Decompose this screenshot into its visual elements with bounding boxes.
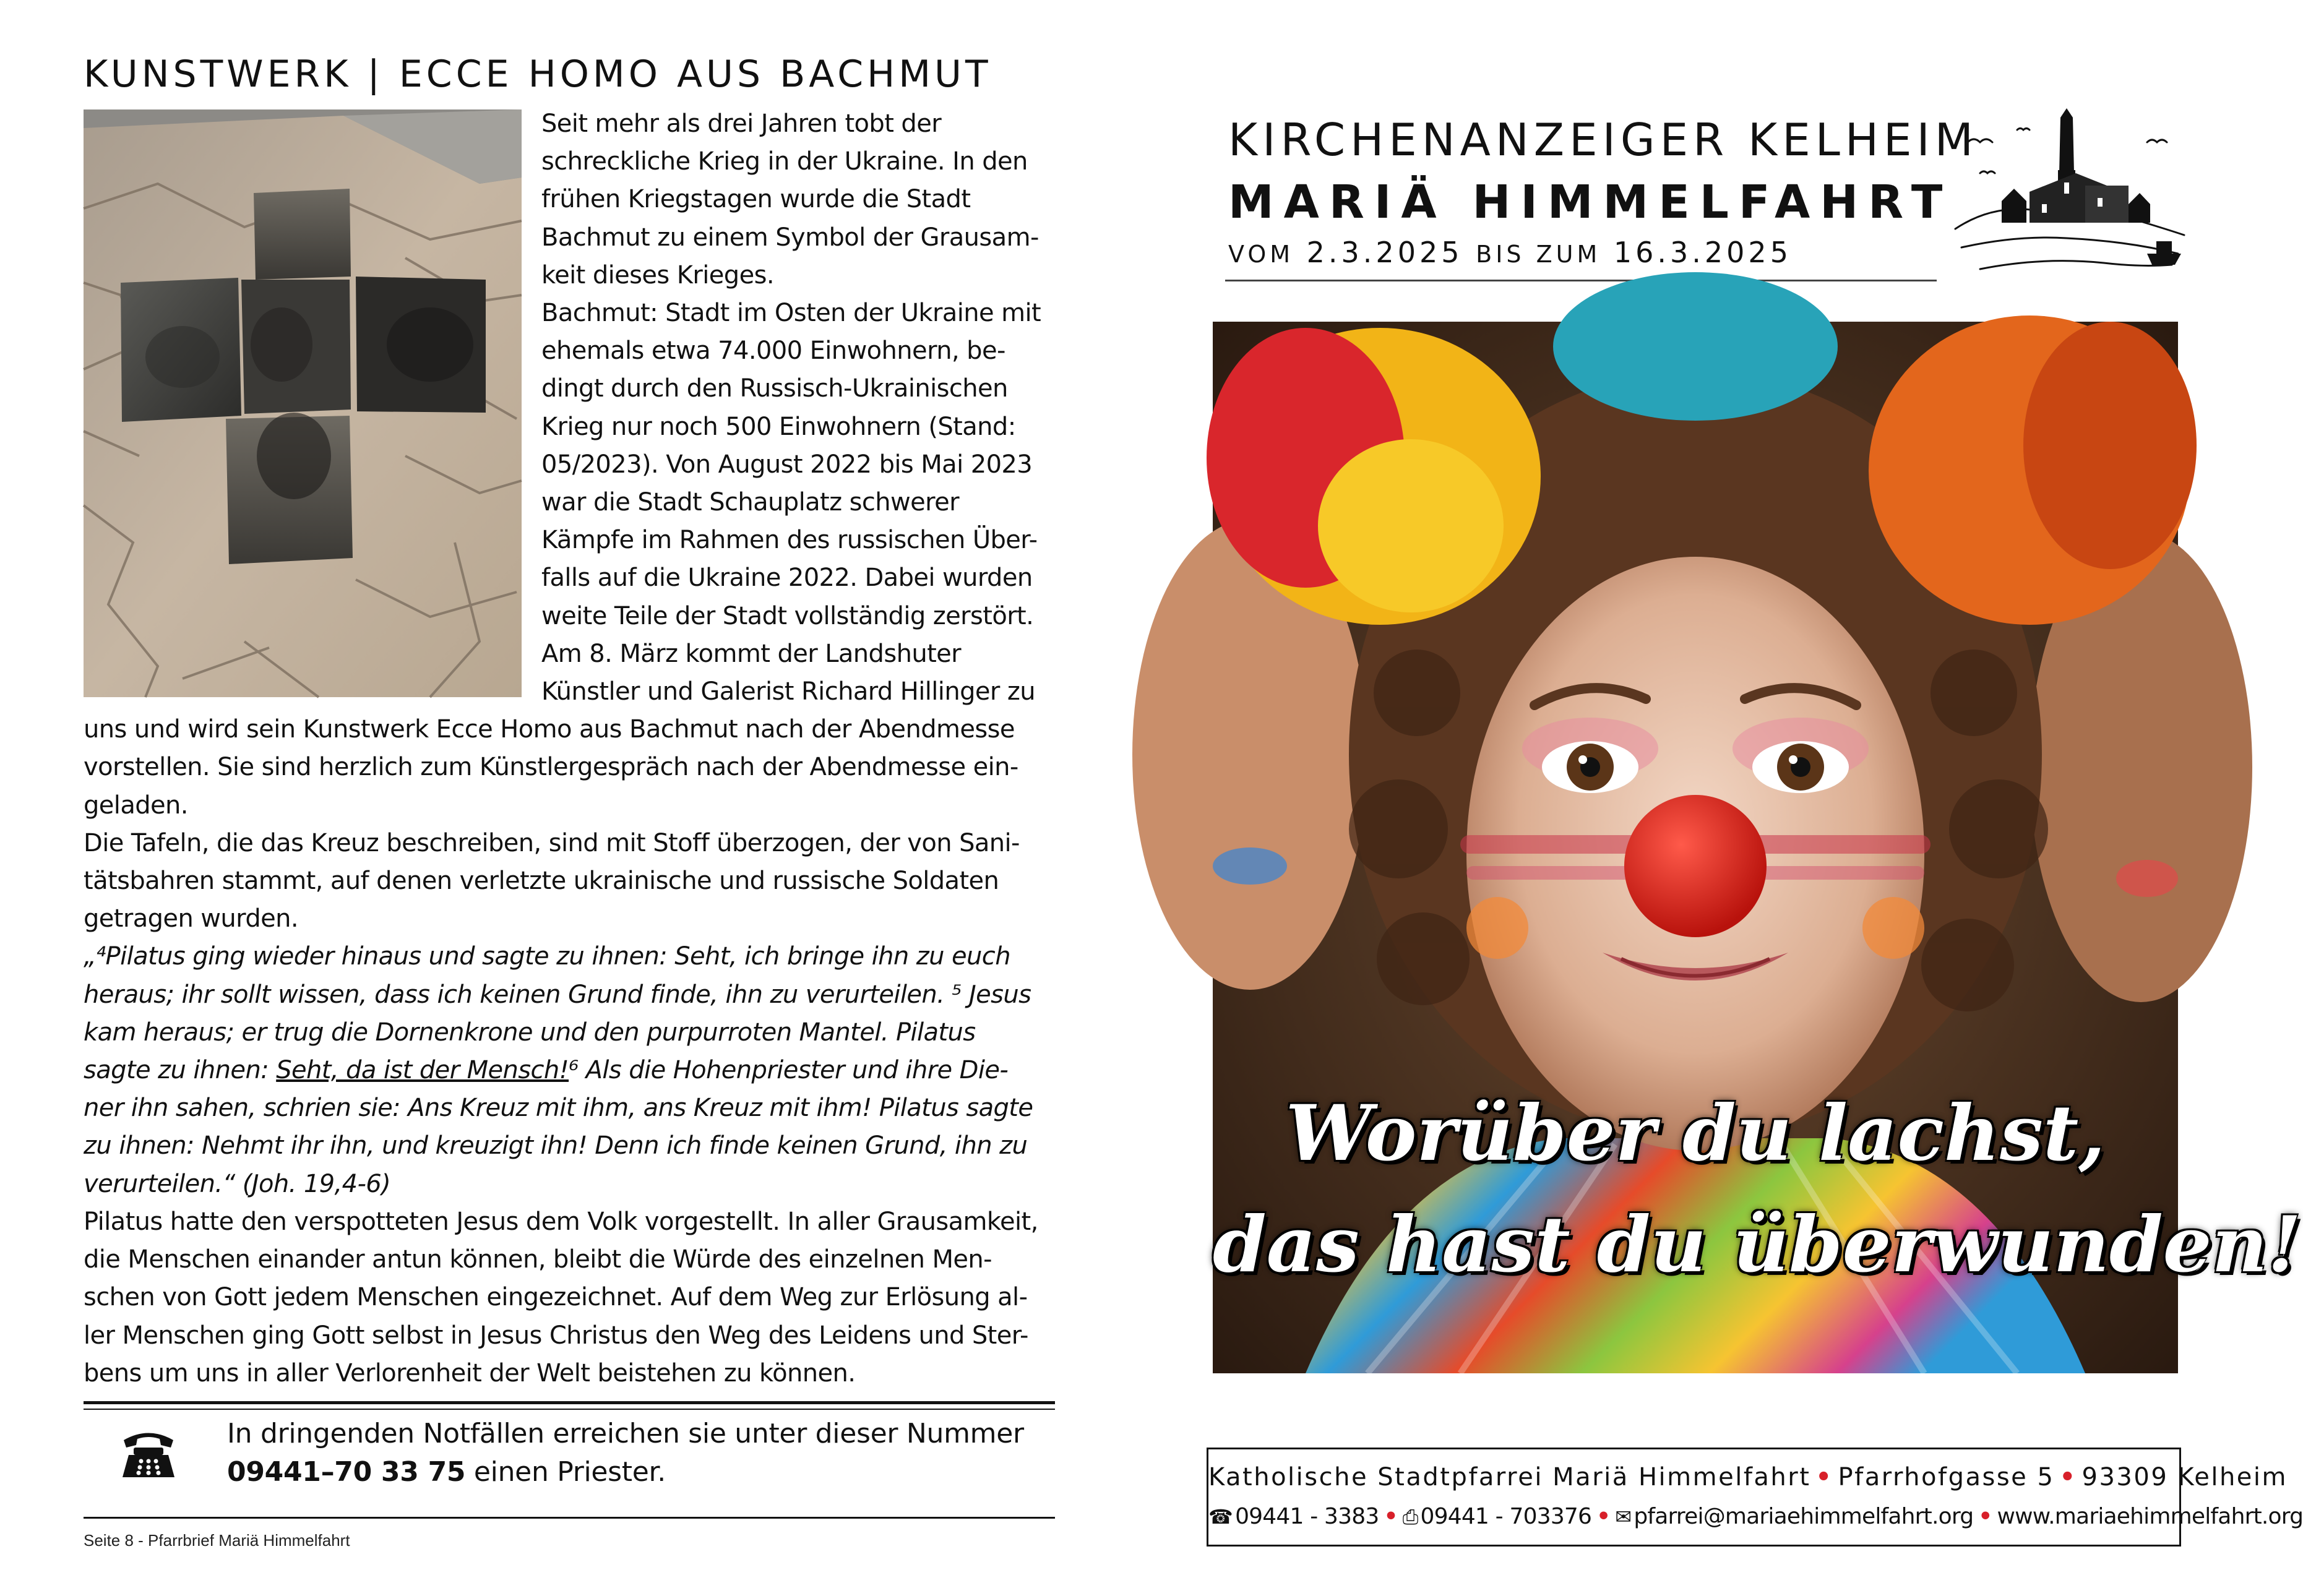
- fax-icon: ⎙: [1402, 1505, 1418, 1529]
- body-line: getragen wurden.: [84, 904, 298, 933]
- divider: [84, 1401, 1055, 1404]
- separator-dot: •: [2059, 1463, 2077, 1491]
- body-line: Kämpfe im Rahmen des russischen Über-: [541, 526, 1038, 555]
- body-line: falls auf die Ukraine 2022. Dabei wurden: [541, 564, 1033, 593]
- article-title: KUNSTWERK | ECCE HOMO AUS BACHMUT: [84, 53, 992, 96]
- body-line: „⁴Pilatus ging wieder hinaus und sagte zu ihnen: Seht, ich bringe ihn zu euch: [84, 942, 1010, 971]
- emergency-number: 09441–70 33 75: [227, 1456, 466, 1488]
- phone-icon: ☎: [1208, 1505, 1233, 1529]
- body-line: zu ihnen: Nehmt ihr ihn, und kreuzigt ihn! Denn ich finde keinen Grund, ihn zu: [84, 1131, 1028, 1161]
- parish-name: Katholische Stadtpfarrei Mariä Himmelfahrt: [1208, 1463, 1811, 1491]
- emergency-line1: In dringenden Notfällen erreichen sie unter dieser Nummer: [227, 1418, 1024, 1449]
- body-line: heraus; ihr sollt wissen, dass ich keinen Grund finde, ihn zu verurteilen. ⁵ Jesus: [84, 980, 1031, 1009]
- body-line: schen von Gott jedem Menschen eingezeichnet. Auf dem Weg zur Erlösung al-: [84, 1283, 1028, 1312]
- website-url[interactable]: www.mariaehimmelfahrt.org: [1997, 1504, 2303, 1529]
- body-line: vorstellen. Sie sind herzlich zum Künstlergespräch nach der Abendmesse ein-: [84, 753, 1018, 782]
- contact-box: [1207, 1448, 2303, 1547]
- separator-dot: •: [1978, 1504, 1992, 1529]
- body-line: Pilatus hatte den verspotteten Jesus dem Volk vorgestellt. In aller Grausamkeit,: [84, 1207, 1038, 1236]
- cover-image: [1213, 322, 2302, 1373]
- body-line: bens um uns in aller Verlorenheit der Welt beistehen zu können.: [84, 1358, 856, 1388]
- body-line: Die Tafeln, die das Kreuz beschreiben, sind mit Stoff überzogen, der von Sani-: [84, 828, 1020, 857]
- body-line: tätsbahren stammt, auf denen verletzte ukrainische und russische Soldaten: [84, 867, 999, 896]
- body-line-segment: sagte zu ihnen:: [84, 1056, 277, 1085]
- separator-dot: •: [1815, 1463, 1833, 1491]
- body-line: kam heraus; er trug die Dornenkrone und den purpurroten Mantel. Pilatus: [84, 1018, 976, 1047]
- right-page: [1208, 0, 2303, 1596]
- body-line: dingt durch den Russisch-Ukrainischen: [541, 374, 1008, 403]
- slogan-line1: Worüber du lachst,: [1285, 1089, 2106, 1178]
- body-line: verurteilen.“ (Joh. 19,4-6): [84, 1169, 391, 1198]
- church-logo-icon: [1943, 105, 2190, 285]
- separator-dot: •: [1596, 1504, 1611, 1529]
- masthead-subtitle: MARIÄ HIMMELFAHRT: [1228, 176, 1953, 229]
- slogan-line2: das hast du überwunden!: [1213, 1200, 2302, 1290]
- page-footer: Seite 8 - Pfarrbrief Mariä Himmelfahrt: [84, 1531, 350, 1550]
- underlined-quote: Seht, da ist der Mensch!: [276, 1056, 569, 1085]
- body-line: ner ihn sahen, schrien sie: Ans Kreuz mit ihm, ans Kreuz mit ihm! Pilatus sagte: [84, 1094, 1033, 1123]
- date-start: 2.3.2025: [1306, 236, 1463, 269]
- body-line: Künstler und Galerist Richard Hillinger zu: [541, 677, 1035, 706]
- body-line: ler Menschen ging Gott selbst in Jesus Christus den Weg des Leidens und Ster-: [84, 1321, 1028, 1350]
- body-line: ehemals etwa 74.000 Einwohnern, be-: [541, 337, 1005, 366]
- body-line: keit dieses Krieges.: [541, 260, 774, 290]
- divider: [84, 1517, 1055, 1519]
- emergency-line2: einen Priester.: [465, 1456, 666, 1488]
- date-bis-zum: BIS ZUM: [1476, 241, 1601, 268]
- date-vom: VOM: [1228, 241, 1294, 268]
- body-line: Am 8. März kommt der Landshuter: [541, 639, 962, 668]
- fax-number: 09441 - 703376: [1420, 1504, 1592, 1529]
- email-icon: ✉: [1615, 1505, 1632, 1529]
- parish-street: Pfarrhofgasse 5: [1838, 1463, 2055, 1491]
- left-page: [84, 53, 1055, 1565]
- body-line: frühen Kriegstagen wurde die Stadt: [541, 185, 971, 214]
- body-line: die Menschen einander antun können, bleibt die Würde des einzelnen Men-: [84, 1245, 992, 1274]
- emergency-notice: [227, 1415, 1024, 1491]
- telephone-icon: [118, 1423, 179, 1482]
- date-range: [1228, 238, 1792, 267]
- body-line: war die Stadt Schauplatz schwerer: [541, 488, 959, 517]
- body-line: uns und wird sein Kunstwerk Ecce Homo aus Bachmut nach der Abendmesse: [84, 715, 1015, 744]
- masthead-title: KIRCHENANZEIGER KELHEIM: [1228, 114, 1978, 166]
- body-line: geladen.: [84, 791, 188, 820]
- body-line: weite Teile der Stadt vollständig zerstört.: [541, 601, 1034, 630]
- date-end: 16.3.2025: [1613, 236, 1792, 269]
- phone-number: 09441 - 3383: [1235, 1504, 1379, 1529]
- article-body: [84, 105, 1055, 1392]
- divider: [84, 1409, 1055, 1410]
- body-line: Krieg nur noch 500 Einwohnern (Stand:: [541, 412, 1016, 441]
- body-line: Seit mehr als drei Jahren tobt der: [541, 109, 942, 138]
- body-line: Bachmut zu einem Symbol der Grausam-: [541, 223, 1039, 252]
- body-line: Bachmut: Stadt im Osten der Ukraine mit: [541, 299, 1041, 328]
- body-line-segment: ⁶ Als die Hohenpriester und ihre Die-: [569, 1056, 1009, 1085]
- body-line: [84, 1052, 1055, 1089]
- divider: [1225, 280, 1937, 281]
- separator-dot: •: [1384, 1504, 1398, 1529]
- email-address[interactable]: pfarrei@mariaehimmelfahrt.org: [1634, 1504, 1974, 1529]
- parish-city: 93309 Kelheim: [2081, 1463, 2288, 1491]
- body-line: 05/2023). Von August 2022 bis Mai 2023: [541, 450, 1033, 479]
- body-line: schreckliche Krieg in der Ukraine. In den: [541, 147, 1028, 176]
